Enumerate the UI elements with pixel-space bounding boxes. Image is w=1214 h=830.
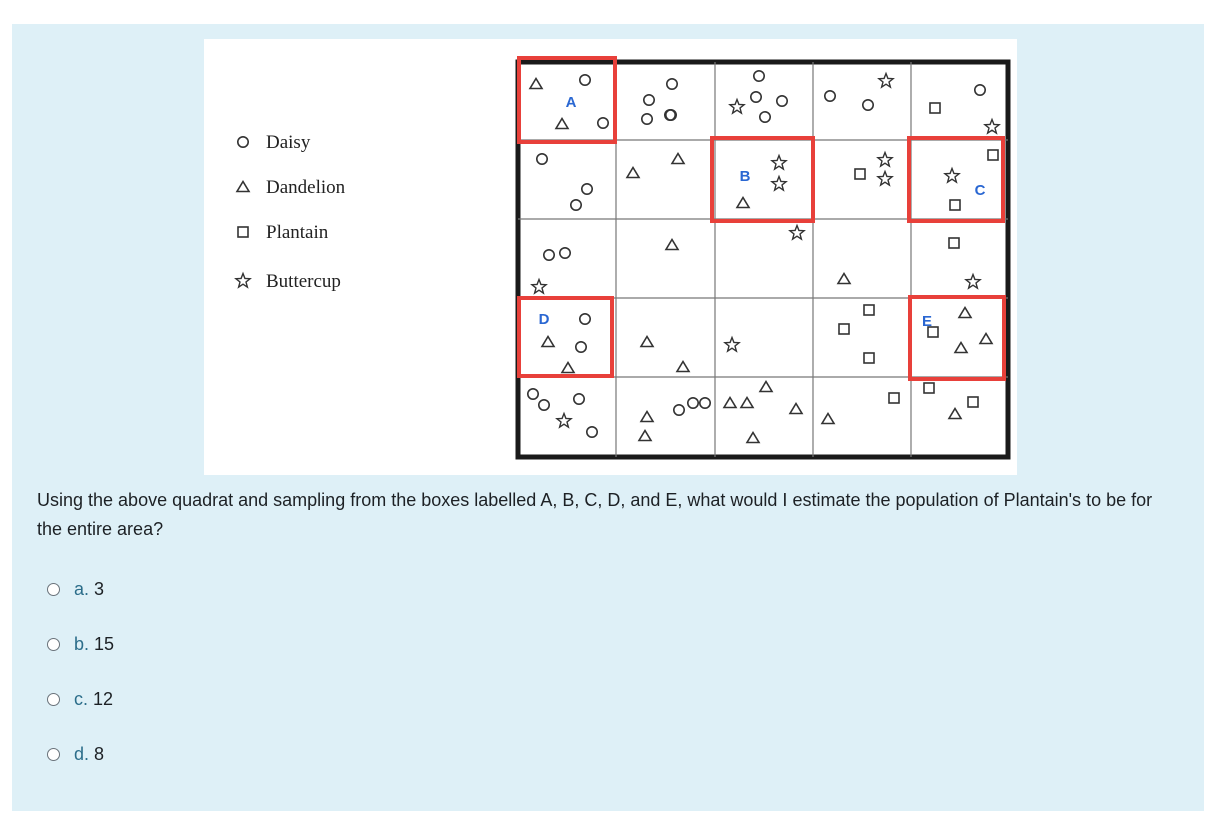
dandelion-mark	[639, 431, 651, 441]
daisy-mark	[238, 137, 248, 147]
plantain-mark	[968, 397, 978, 407]
option-a[interactable]	[47, 575, 104, 603]
legend-label: Dandelion	[266, 177, 346, 198]
option-b[interactable]	[47, 630, 114, 658]
dandelion-mark	[627, 168, 639, 178]
daisy-mark	[777, 96, 787, 106]
quadrat-svg	[204, 39, 1017, 475]
plantain-mark	[924, 383, 934, 393]
dandelion-mark	[542, 337, 554, 347]
sample-label-a: A	[565, 94, 577, 111]
buttercup-mark	[985, 120, 999, 134]
plantain-mark	[949, 238, 959, 248]
buttercup-mark	[878, 172, 892, 186]
dandelion-mark	[822, 414, 834, 424]
dandelion-mark	[980, 334, 992, 344]
daisy-mark	[539, 400, 549, 410]
option-text: 15	[94, 633, 115, 654]
option-letter: a.	[74, 578, 90, 599]
dandelion-mark	[672, 154, 684, 164]
buttercup-mark	[966, 275, 980, 289]
option-letter: b.	[74, 633, 90, 654]
buttercup-mark	[878, 153, 892, 167]
option-c[interactable]	[47, 685, 113, 713]
radio-d[interactable]	[47, 748, 60, 761]
dandelion-mark	[741, 398, 753, 408]
sample-label-e: E	[921, 313, 933, 330]
daisy-mark	[863, 100, 873, 110]
dandelion-mark	[530, 79, 542, 89]
plantain-mark	[864, 353, 874, 363]
sample-label-d: D	[538, 311, 550, 328]
dandelion-mark	[641, 412, 653, 422]
option-letter: d.	[74, 743, 90, 764]
daisy-mark	[574, 394, 584, 404]
sample-label-b: B	[739, 168, 751, 185]
buttercup-mark	[730, 100, 744, 114]
dandelion-mark	[949, 409, 961, 419]
buttercup-mark	[790, 226, 804, 240]
legend-label: Plantain	[266, 222, 329, 243]
option-d[interactable]	[47, 740, 104, 768]
buttercup-mark	[879, 74, 893, 88]
daisy-mark	[700, 398, 710, 408]
dandelion-mark	[724, 398, 736, 408]
radio-b[interactable]	[47, 638, 60, 651]
dandelion-mark	[959, 308, 971, 318]
daisy-mark	[587, 427, 597, 437]
daisy-mark	[537, 154, 547, 164]
question-text: Using the above quadrat and sampling from the boxes labelled A, B, C, D, and E, what would I estimate the population of Plantain's to be for the entire area?	[37, 490, 1153, 539]
daisy-mark	[576, 342, 586, 352]
sample-label-c: C	[974, 182, 986, 199]
daisy-mark	[644, 95, 654, 105]
plantain-mark	[238, 227, 248, 237]
daisy-mark	[528, 389, 538, 399]
plantain-mark	[988, 150, 998, 160]
quadrat-figure	[204, 39, 1017, 475]
buttercup-mark	[945, 169, 959, 183]
dandelion-mark	[747, 433, 759, 443]
daisy-mark	[688, 398, 698, 408]
dandelion-mark	[677, 362, 689, 372]
plantain-mark	[839, 324, 849, 334]
buttercup-mark	[725, 338, 739, 352]
daisy-mark	[560, 248, 570, 258]
dandelion-mark	[790, 404, 802, 414]
dandelion-mark	[737, 198, 749, 208]
buttercup-mark	[532, 280, 546, 294]
buttercup-mark	[236, 274, 250, 288]
daisy-mark	[544, 250, 554, 260]
plantain-mark	[864, 305, 874, 315]
daisy-mark	[580, 314, 590, 324]
daisy-mark	[582, 184, 592, 194]
option-letter: c.	[74, 688, 89, 709]
dandelion-mark	[556, 119, 568, 129]
option-text: 8	[94, 743, 105, 764]
daisy-mark	[751, 92, 761, 102]
daisy-mark	[754, 71, 764, 81]
radio-a[interactable]	[47, 583, 60, 596]
sample-box-e	[910, 297, 1004, 379]
radio-c[interactable]	[47, 693, 60, 706]
dandelion-mark	[641, 337, 653, 347]
daisy-mark	[571, 200, 581, 210]
dandelion-mark	[838, 274, 850, 284]
daisy-mark	[667, 79, 677, 89]
option-text: 12	[93, 688, 114, 709]
daisy-mark	[580, 75, 590, 85]
dandelion-mark	[955, 343, 967, 353]
legend-label: Daisy	[266, 132, 311, 153]
option-text: 3	[94, 578, 105, 599]
buttercup-mark	[772, 156, 786, 170]
sample-box-d	[519, 298, 612, 376]
plantain-mark	[889, 393, 899, 403]
plant-marks	[528, 71, 999, 443]
daisy-mark	[642, 114, 652, 124]
plantain-mark	[950, 200, 960, 210]
sample-box-b	[712, 138, 813, 221]
buttercup-mark	[772, 177, 786, 191]
plantain-mark	[855, 169, 865, 179]
buttercup-mark	[557, 414, 571, 428]
daisy-mark	[975, 85, 985, 95]
dandelion-mark	[562, 363, 574, 373]
legend	[236, 132, 346, 292]
plantain-mark	[930, 103, 940, 113]
daisy-mark	[760, 112, 770, 122]
legend-label: Buttercup	[266, 271, 341, 292]
daisy-mark	[825, 91, 835, 101]
dandelion-mark	[666, 240, 678, 250]
dandelion-mark	[237, 182, 249, 192]
daisy-mark	[598, 118, 608, 128]
dandelion-mark	[760, 382, 772, 392]
daisy-mark	[674, 405, 684, 415]
